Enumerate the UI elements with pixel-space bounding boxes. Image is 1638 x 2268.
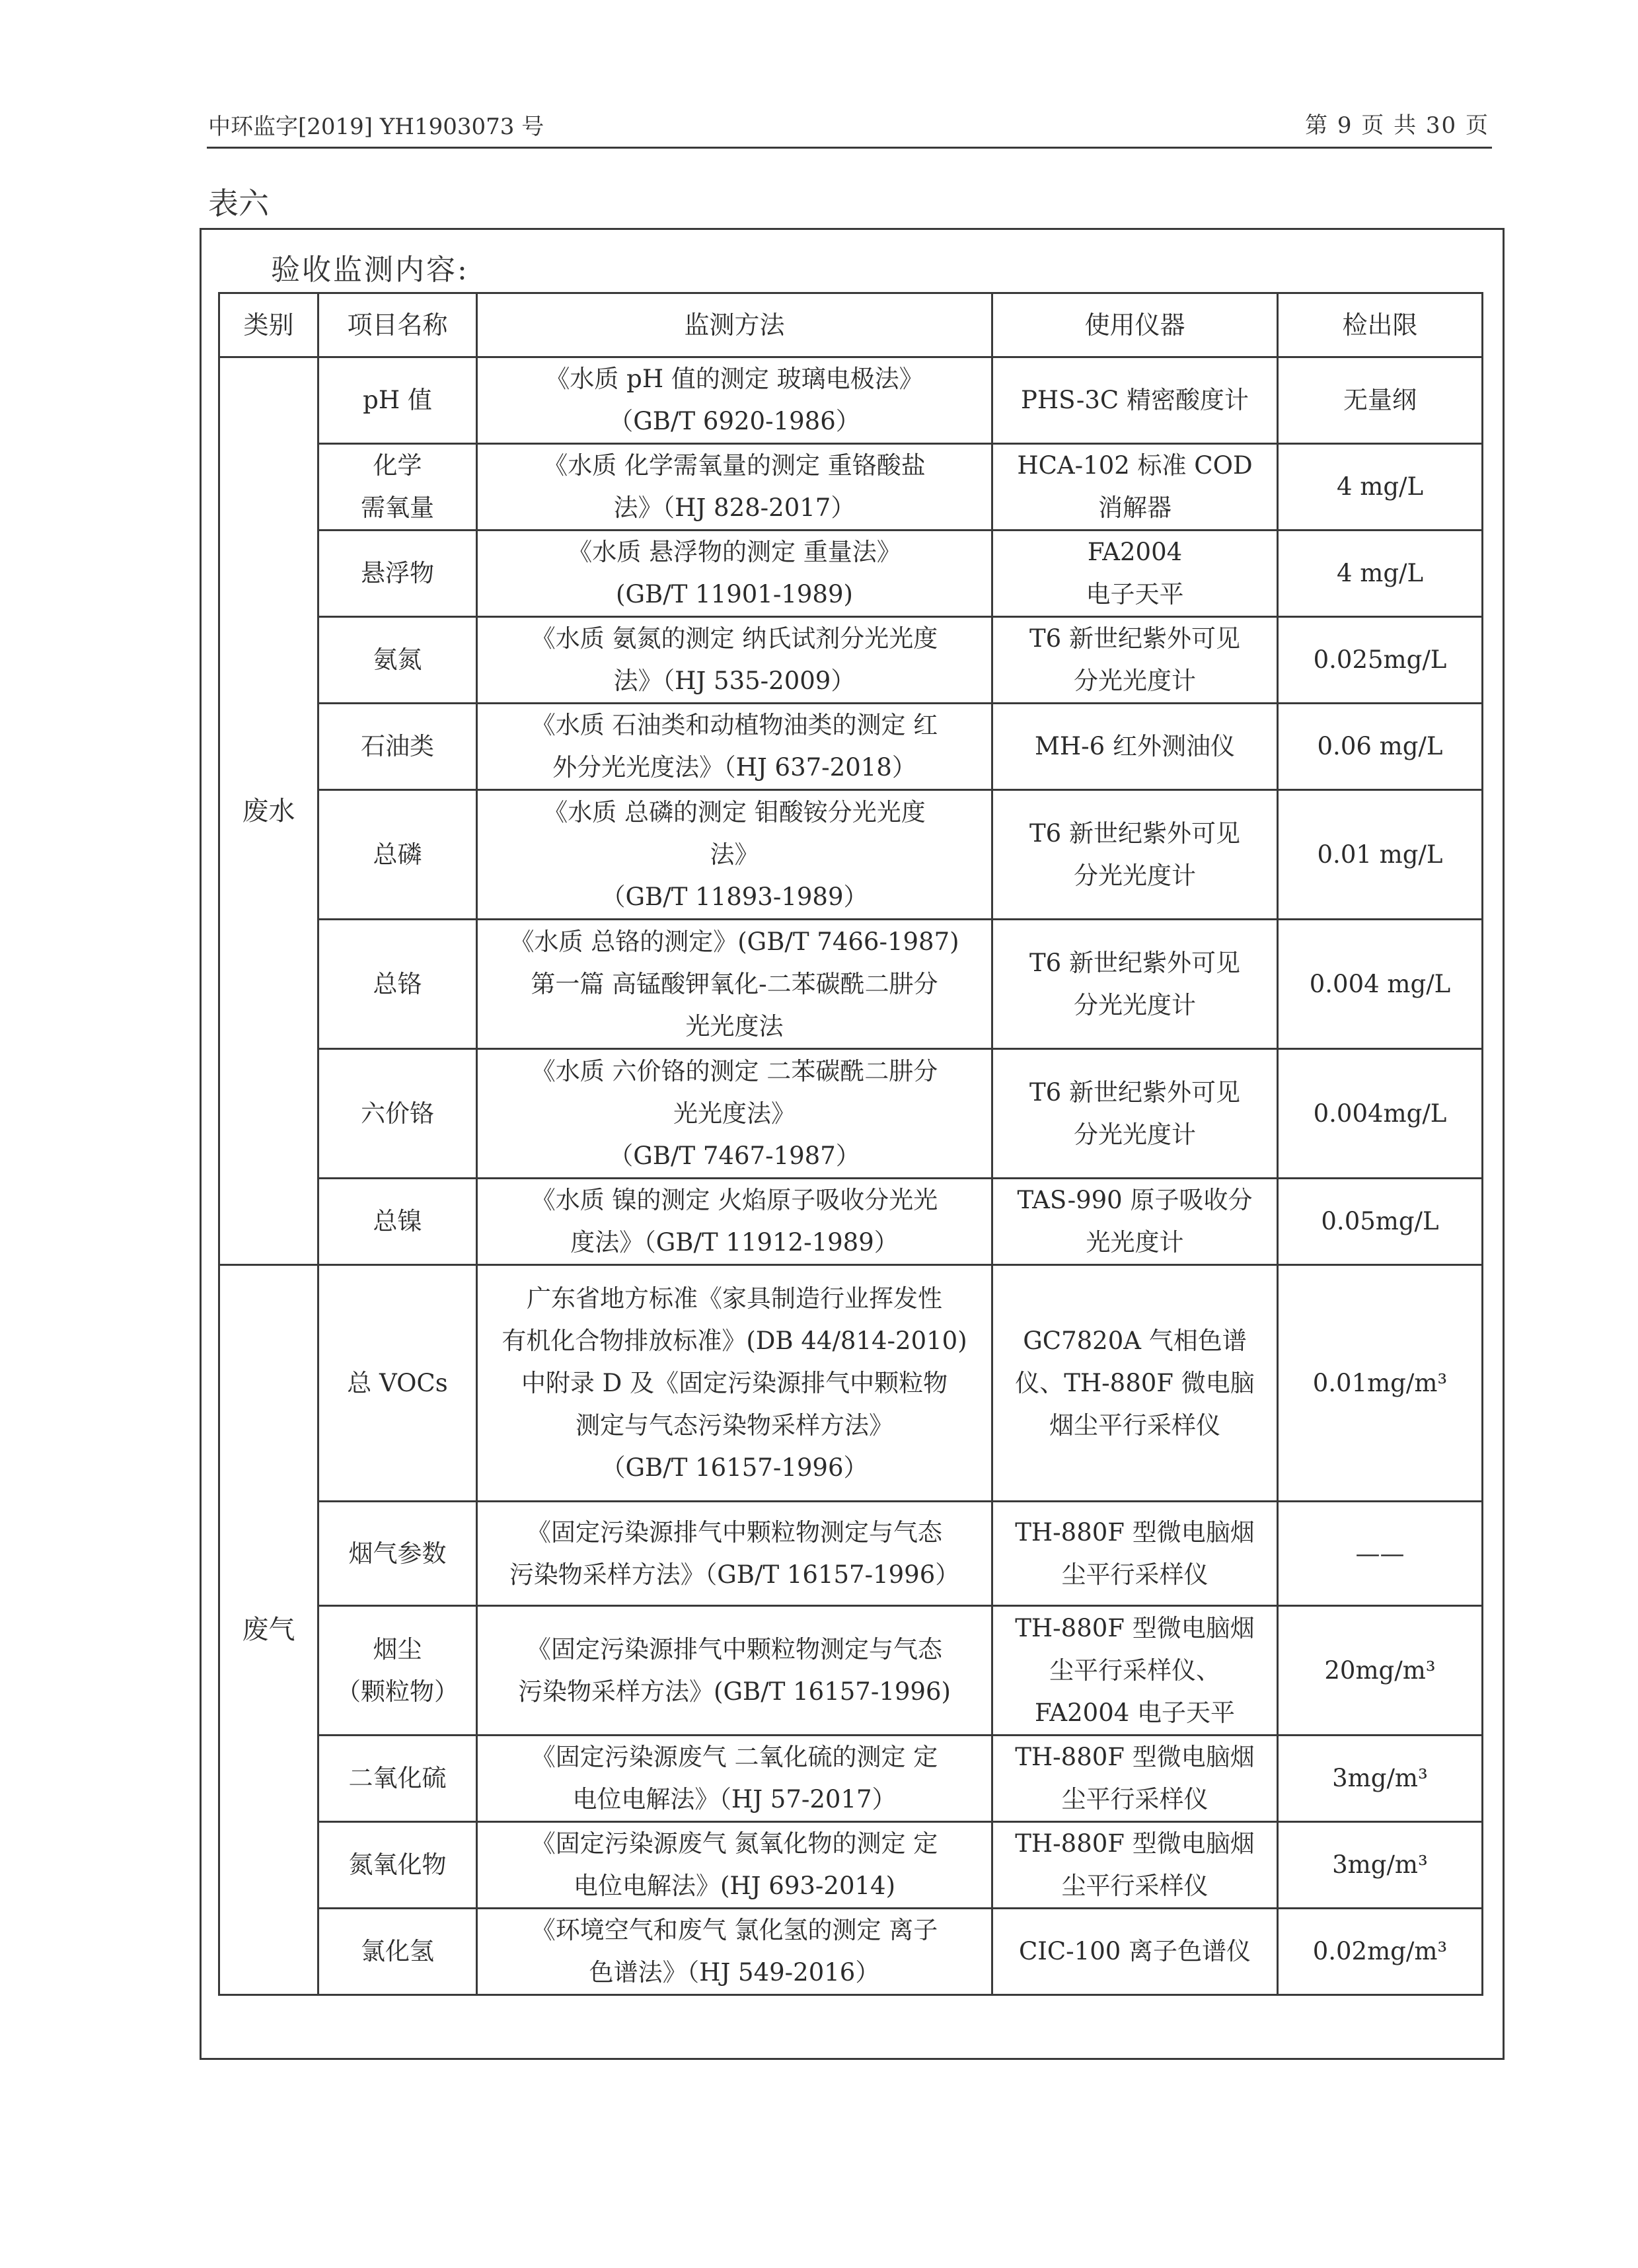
method-cell-line: 《水质 氨氮的测定 纳氏试剂分光光度	[531, 624, 938, 653]
table-row	[219, 1265, 1483, 1502]
method-cell-line: （GB/T 16157-1996）	[601, 1453, 868, 1482]
method-cell-line: 中附录 D 及《固定污染源排气中颗粒物	[521, 1368, 948, 1397]
item-name-line: 悬浮物	[361, 559, 434, 587]
item-name-line: 总 VOCs	[347, 1368, 448, 1397]
method-cell-line: 广东省地方标准《家具制造行业挥发性	[527, 1284, 942, 1313]
method-cell	[477, 790, 992, 920]
method-cell	[477, 1909, 992, 1995]
table-row	[219, 444, 1483, 530]
item-name-line: pH 值	[363, 386, 432, 414]
method-cell	[477, 1606, 992, 1736]
method-cell	[477, 920, 992, 1049]
instrument-cell	[992, 444, 1278, 530]
table-row	[219, 357, 1483, 444]
instrument-cell	[992, 1179, 1278, 1265]
instrument-cell-line: 分光光度计	[1074, 861, 1196, 890]
instrument-cell-line: CIC-100 离子色谱仪	[1018, 1937, 1251, 1965]
instrument-cell	[992, 1265, 1278, 1502]
method-cell-line: 《环境空气和废气 氯化氢的测定 离子	[531, 1916, 938, 1944]
instrument-cell-line: 分光光度计	[1074, 990, 1196, 1019]
method-cell	[477, 1502, 992, 1606]
instrument-cell	[992, 1736, 1278, 1822]
document-number: 中环监字[2019] YH1903073 号	[208, 114, 544, 140]
method-cell-line: （GB/T 11893-1989）	[601, 882, 868, 911]
method-cell	[477, 357, 992, 444]
instrument-cell-line: FA2004	[1087, 538, 1183, 566]
item-name	[318, 920, 477, 1049]
instrument-cell-line: TAS-990 原子吸收分	[1017, 1186, 1253, 1214]
method-cell-line: 法》（HJ 828-2017）	[613, 494, 856, 522]
detection-limit: 0.05mg/L	[1278, 1179, 1483, 1265]
detection-limit: ——	[1278, 1502, 1483, 1606]
method-cell-line: 《固定污染源排气中颗粒物测定与气态	[527, 1518, 942, 1547]
instrument-cell	[992, 1606, 1278, 1736]
method-cell-line: 有机化合物排放标准》(DB 44/814-2010)	[502, 1326, 967, 1355]
table-row	[219, 790, 1483, 920]
item-name	[318, 1179, 477, 1265]
monitoring-table	[218, 292, 1483, 1996]
instrument-cell-line: 分光光度计	[1074, 667, 1196, 695]
table-row	[219, 1822, 1483, 1909]
item-name	[318, 1909, 477, 1995]
detection-limit: 0.02mg/m³	[1278, 1909, 1483, 1995]
method-cell-line: 光光度法	[685, 1011, 784, 1041]
method-cell-line: （GB/T 6920-1986）	[609, 407, 860, 435]
method-cell-line: 《水质 pH 值的测定 玻璃电极法》	[545, 365, 924, 393]
instrument-cell-line: TH-880F 型微电脑烟	[1015, 1613, 1255, 1642]
instrument-cell-line: 分光光度计	[1074, 1120, 1196, 1149]
item-name	[318, 444, 477, 530]
method-cell-line: 法》	[710, 840, 759, 869]
method-cell	[477, 1179, 992, 1265]
item-name-line: 烟尘	[373, 1634, 422, 1664]
instrument-cell-line: TH-880F 型微电脑烟	[1015, 1743, 1255, 1771]
column-header: 类别	[219, 293, 318, 357]
table-row	[219, 1606, 1483, 1736]
detection-limit: 4 mg/L	[1278, 530, 1483, 617]
table-row	[219, 920, 1483, 1049]
method-cell-line: 污染物采样方法》(GB/T 16157-1996)	[518, 1677, 951, 1706]
item-name	[318, 357, 477, 444]
detection-limit: 3mg/m³	[1278, 1822, 1483, 1909]
method-cell-line: 《水质 石油类和动植物油类的测定 红	[531, 711, 938, 739]
table-row	[219, 1502, 1483, 1606]
section-title: 验收监测内容:	[271, 253, 469, 287]
table-row	[219, 530, 1483, 617]
item-name	[318, 1606, 477, 1736]
column-header: 检出限	[1278, 293, 1483, 357]
item-name-line: 总镍	[373, 1207, 422, 1235]
instrument-cell	[992, 704, 1278, 790]
instrument-cell	[992, 1822, 1278, 1909]
item-name	[318, 617, 477, 704]
item-name	[318, 1502, 477, 1606]
category-exhaust: 废气	[219, 1265, 318, 1995]
method-cell-line: 电位电解法》(HJ 693-2014)	[573, 1872, 896, 1900]
table-row	[219, 1736, 1483, 1822]
instrument-cell-line: TH-880F 型微电脑烟	[1015, 1518, 1255, 1547]
method-cell-line: 《固定污染源废气 二氧化硫的测定 定	[531, 1743, 938, 1771]
method-cell-line: 《水质 化学需氧量的测定 重铬酸盐	[543, 451, 926, 480]
instrument-cell-line: GC7820A 气相色谱	[1023, 1326, 1247, 1355]
instrument-cell-line: 仪、TH-880F 微电脑	[1015, 1368, 1255, 1397]
method-cell-line: 《固定污染源废气 氮氧化物的测定 定	[531, 1829, 938, 1858]
detection-limit: 20mg/m³	[1278, 1606, 1483, 1736]
method-cell-line: 《水质 六价铬的测定 二苯碳酰二肼分	[531, 1056, 938, 1085]
detection-limit: 4 mg/L	[1278, 444, 1483, 530]
instrument-cell-line: 光光度计	[1086, 1228, 1184, 1257]
item-name-line: 氮氧化物	[348, 1850, 447, 1879]
item-name-line: 氯化氢	[361, 1937, 434, 1965]
instrument-cell	[992, 357, 1278, 444]
instrument-cell	[992, 1049, 1278, 1179]
method-cell-line: 《水质 镍的测定 火焰原子吸收分光光	[531, 1186, 938, 1214]
detection-limit: 0.01 mg/L	[1278, 790, 1483, 920]
instrument-cell-line: HCA-102 标准 COD	[1017, 451, 1253, 480]
method-cell	[477, 1736, 992, 1822]
table-label: 表六	[208, 186, 269, 221]
method-cell-line: 《固定污染源排气中颗粒物测定与气态	[527, 1634, 942, 1664]
instrument-cell	[992, 530, 1278, 617]
instrument-cell-line: 尘平行采样仪、	[1049, 1656, 1220, 1685]
method-cell-line: 法》（HJ 535-2009）	[613, 667, 856, 695]
instrument-cell-line: 电子天平	[1086, 580, 1184, 608]
detection-limit: 0.004 mg/L	[1278, 920, 1483, 1049]
column-header: 项目名称	[318, 293, 477, 357]
table-row	[219, 1909, 1483, 1995]
method-cell	[477, 530, 992, 617]
item-name	[318, 1736, 477, 1822]
table-row	[219, 617, 1483, 704]
instrument-cell-line: MH-6 红外测油仪	[1035, 732, 1235, 760]
method-cell-line: 电位电解法》（HJ 57-2017）	[572, 1785, 897, 1813]
detection-limit: 0.025mg/L	[1278, 617, 1483, 704]
method-cell-line: 度法》（GB/T 11912-1989）	[570, 1228, 899, 1257]
method-cell-line: 污染物采样方法》（GB/T 16157-1996）	[509, 1560, 960, 1589]
item-name-line: 总铬	[373, 969, 422, 998]
table-row	[219, 1049, 1483, 1179]
method-cell-line: 《水质 总铬的测定》(GB/T 7466-1987)	[509, 927, 959, 956]
method-cell	[477, 704, 992, 790]
item-name-line: 化学	[373, 451, 422, 480]
instrument-cell	[992, 1909, 1278, 1995]
method-cell-line: （GB/T 7467-1987）	[609, 1141, 860, 1170]
method-cell-line: 《水质 悬浮物的测定 重量法》	[568, 538, 901, 566]
method-cell	[477, 444, 992, 530]
item-name-line: 六价铬	[361, 1099, 434, 1128]
method-cell-line: 光光度法》	[673, 1099, 796, 1128]
item-name-line: 石油类	[361, 732, 434, 760]
item-name-line: 需氧量	[361, 494, 434, 522]
item-name	[318, 530, 477, 617]
instrument-cell	[992, 790, 1278, 920]
instrument-cell	[992, 920, 1278, 1049]
method-cell-line: 色谱法》（HJ 549-2016）	[589, 1958, 880, 1987]
detection-limit: 无量纲	[1278, 357, 1483, 444]
page-header	[207, 100, 1492, 149]
method-cell-line: 外分光光度法》（HJ 637-2018）	[552, 753, 916, 782]
detection-limit: 0.01mg/m³	[1278, 1265, 1483, 1502]
column-header: 监测方法	[477, 293, 992, 357]
instrument-cell-line: 尘平行采样仪	[1061, 1560, 1209, 1589]
method-cell-line: 测定与气态污染物采样方法》	[576, 1410, 893, 1440]
detection-limit: 0.06 mg/L	[1278, 704, 1483, 790]
table-header-row	[219, 293, 1483, 357]
instrument-cell-line: T6 新世纪紫外可见	[1029, 819, 1240, 848]
instrument-cell-line: FA2004 电子天平	[1034, 1698, 1236, 1727]
item-name-line: 总磷	[373, 840, 422, 869]
item-name	[318, 1822, 477, 1909]
item-name	[318, 704, 477, 790]
method-cell	[477, 1822, 992, 1909]
item-name	[318, 1265, 477, 1502]
item-name-line: 氨氮	[373, 645, 422, 674]
method-cell-line: 第一篇 高锰酸钾氧化-二苯碳酰二肼分	[531, 969, 938, 998]
instrument-cell-line: T6 新世纪紫外可见	[1029, 1078, 1240, 1107]
item-name	[318, 1049, 477, 1179]
instrument-cell-line: T6 新世纪紫外可见	[1029, 624, 1240, 653]
method-cell	[477, 1049, 992, 1179]
item-name-line: 烟气参数	[348, 1539, 447, 1568]
page-indicator: 第 9 页 共 30 页	[1305, 112, 1489, 139]
method-cell-line: 《水质 总磷的测定 钼酸铵分光光度	[543, 797, 926, 826]
detection-limit: 0.004mg/L	[1278, 1049, 1483, 1179]
method-cell	[477, 617, 992, 704]
category-wastewater: 废水	[219, 357, 318, 1265]
instrument-cell-line: 尘平行采样仪	[1061, 1785, 1209, 1813]
item-name	[318, 790, 477, 920]
instrument-cell	[992, 1502, 1278, 1606]
table-row	[219, 1179, 1483, 1265]
instrument-cell-line: TH-880F 型微电脑烟	[1015, 1829, 1255, 1858]
item-name-line: （颗粒物）	[336, 1677, 459, 1706]
instrument-cell-line: 烟尘平行采样仪	[1049, 1410, 1220, 1440]
item-name-line: 二氧化硫	[348, 1764, 447, 1792]
method-cell	[477, 1265, 992, 1502]
instrument-cell-line: PHS-3C 精密酸度计	[1021, 386, 1249, 414]
instrument-cell-line: T6 新世纪紫外可见	[1029, 948, 1240, 977]
table-row	[219, 704, 1483, 790]
detection-limit: 3mg/m³	[1278, 1736, 1483, 1822]
instrument-cell-line: 消解器	[1098, 494, 1172, 522]
instrument-cell-line: 尘平行采样仪	[1061, 1872, 1209, 1900]
column-header: 使用仪器	[992, 293, 1278, 357]
method-cell-line: (GB/T 11901-1989)	[616, 580, 853, 608]
instrument-cell	[992, 617, 1278, 704]
